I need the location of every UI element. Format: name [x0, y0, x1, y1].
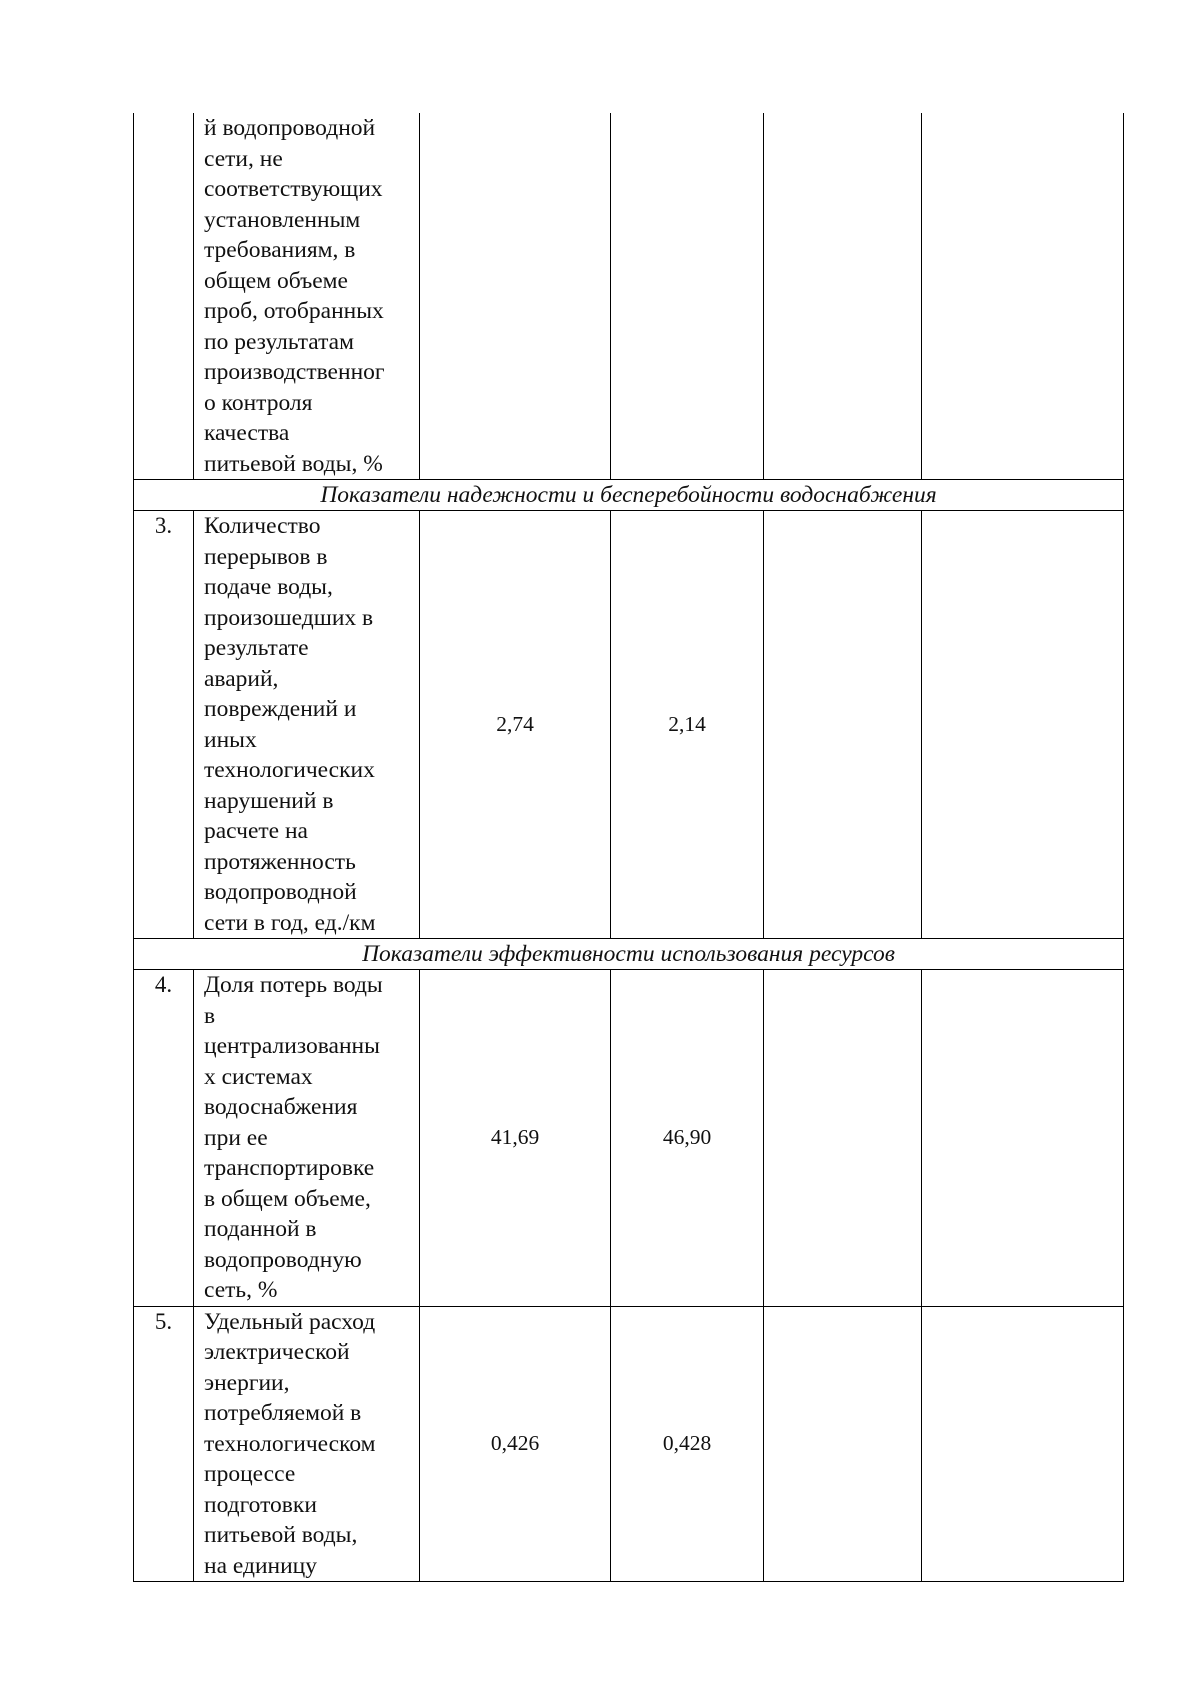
indicator-name-line: потребляемой в	[204, 1400, 362, 1426]
value-cell-v2	[611, 113, 764, 480]
section-title: Показатели эффективности использования ресурсов	[134, 939, 1124, 970]
table-row	[134, 511, 1124, 939]
value-cell-v4	[922, 113, 1124, 480]
indicator-name-line: расчете на	[204, 818, 308, 844]
indicator-name-line: о контроля	[204, 389, 313, 416]
row-number	[134, 113, 194, 480]
row-number: 3.	[134, 511, 194, 939]
indicator-name-line: аварий,	[204, 665, 279, 692]
indicator-name-line: проб, отобранных	[204, 298, 384, 324]
indicator-name-line: водопроводную	[204, 1246, 362, 1273]
value-cell-v4	[922, 970, 1124, 1307]
indicator-name	[194, 970, 420, 1307]
indicator-name-line: х системах	[204, 1063, 313, 1090]
indicator-name-line: соответствующих	[204, 176, 383, 202]
indicator-name-line: сеть, %	[204, 1277, 278, 1303]
value-cell-v2: 2,14	[611, 511, 764, 939]
indicator-name-line: протяженность	[204, 848, 356, 875]
section-header-row	[134, 939, 1124, 970]
indicator-name-line: в общем объеме,	[204, 1185, 371, 1212]
indicators-table	[133, 113, 1124, 1582]
indicator-name-line: подаче воды,	[204, 574, 333, 600]
value-cell-v3	[764, 113, 922, 480]
indicator-name-line: по результатам	[204, 328, 354, 355]
value-cell-v1	[420, 113, 611, 480]
indicator-name-line: технологическом	[204, 1430, 376, 1457]
indicator-name-line: Доля потерь воды	[204, 972, 383, 998]
value-cell-v1: 41,69	[420, 970, 611, 1307]
value-cell-v3	[764, 511, 922, 939]
indicator-name-line: й водопроводной	[204, 115, 376, 141]
section-header-row	[134, 480, 1124, 511]
indicator-name-line: сети, не	[204, 145, 283, 172]
value-cell-v4	[922, 1306, 1124, 1582]
value-cell-v1: 2,74	[420, 511, 611, 939]
section-title: Показатели надежности и бесперебойности водоснабжения	[134, 480, 1124, 511]
indicator-name-line: иных	[204, 726, 257, 753]
value-cell-v2: 0,428	[611, 1306, 764, 1582]
indicator-name-line: сети в год, ед./км	[204, 909, 376, 936]
value-cell-v3	[764, 970, 922, 1307]
indicator-name-line: на единицу	[204, 1552, 318, 1579]
indicator-name-line: перерывов в	[204, 543, 328, 570]
value-cell-v3	[764, 1306, 922, 1582]
indicator-name-line: электрической	[204, 1339, 350, 1365]
indicator-name-line: в	[204, 1002, 216, 1029]
value-cell-v4	[922, 511, 1124, 939]
indicator-name-line: подготовки	[204, 1491, 317, 1518]
row-number: 4.	[134, 970, 194, 1307]
table-body	[134, 113, 1124, 1582]
indicator-name-line: поданной в	[204, 1216, 317, 1242]
row-number: 5.	[134, 1306, 194, 1582]
indicator-name-line: энергии,	[204, 1369, 290, 1396]
indicator-name-line: производственног	[204, 359, 385, 385]
indicator-name-line: произошедших в	[204, 604, 374, 631]
indicator-name-line: требованиям, в	[204, 237, 356, 263]
indicator-name-line: при ее	[204, 1124, 268, 1151]
indicator-name-line: транспортировке	[204, 1155, 375, 1181]
indicator-name-line: общем объеме	[204, 267, 348, 294]
indicator-name-line: Удельный расход	[204, 1308, 376, 1335]
indicator-name-line: водоснабжения	[204, 1094, 358, 1120]
table-row	[134, 1306, 1124, 1582]
indicator-name	[194, 113, 420, 480]
indicator-name-line: качества	[204, 420, 290, 446]
indicator-name-line: централизованны	[204, 1033, 380, 1059]
indicator-name-line: нарушений в	[204, 787, 334, 814]
indicator-name-line: процессе	[204, 1461, 296, 1487]
indicator-name-line: питьевой воды,	[204, 1522, 358, 1548]
indicator-name-line: технологических	[204, 757, 375, 783]
table-row	[134, 970, 1124, 1307]
indicator-name-line: установленным	[204, 206, 361, 233]
table-row	[134, 113, 1124, 480]
indicator-name-line: питьевой воды, %	[204, 450, 383, 477]
indicator-name-line: повреждений и	[204, 696, 357, 722]
indicator-name	[194, 1306, 420, 1582]
indicator-name-line: результате	[204, 635, 309, 661]
indicator-name	[194, 511, 420, 939]
indicator-name-line: водопроводной	[204, 879, 357, 905]
value-cell-v1: 0,426	[420, 1306, 611, 1582]
value-cell-v2: 46,90	[611, 970, 764, 1307]
indicator-name-line: Количество	[204, 513, 321, 539]
